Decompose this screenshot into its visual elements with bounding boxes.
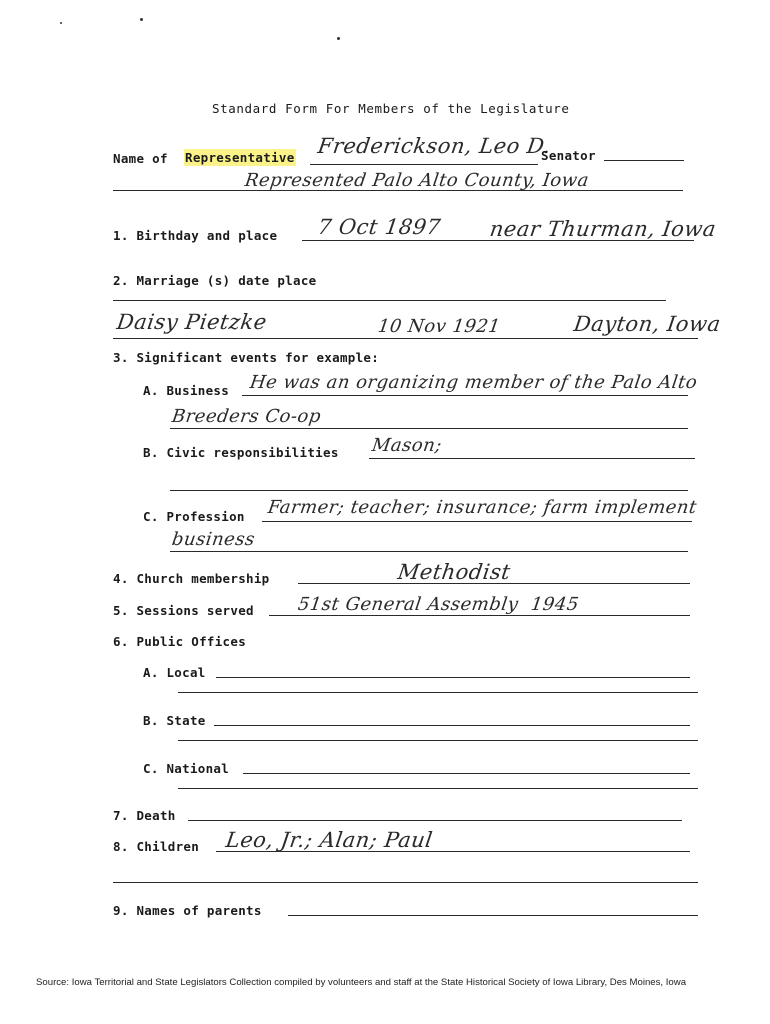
- public-offices-label: 6. Public Offices: [113, 634, 247, 649]
- state-line-1: [214, 725, 690, 726]
- profession-answer-line2: business: [170, 529, 257, 550]
- sessions-year-answer: 1945: [529, 594, 581, 615]
- national-label: C. National: [143, 761, 230, 776]
- business-label: A. Business: [143, 383, 230, 398]
- local-label: A. Local: [143, 665, 206, 680]
- death-line: [188, 820, 682, 821]
- business-line-2: [170, 428, 688, 429]
- speck: [337, 37, 340, 40]
- business-answer-line2: Breeders Co-op: [170, 406, 323, 427]
- representative-label: Representative: [185, 150, 295, 165]
- birthplace-answer: near Thurman, Iowa: [488, 217, 718, 241]
- birthday-answer: 7 Oct 1897: [316, 215, 443, 239]
- name-answer-line2: Represented Palo Alto County, Iowa: [243, 170, 591, 191]
- spouse-answer: Daisy Pietzke: [115, 310, 269, 334]
- parents-line: [288, 915, 698, 916]
- senator-line: [604, 160, 684, 161]
- senator-label: Senator: [541, 148, 596, 163]
- civic-answer: Mason;: [370, 435, 444, 456]
- sessions-label: 5. Sessions served: [113, 603, 254, 618]
- local-line-1: [216, 677, 690, 678]
- marriage-label: 2. Marriage (s) date place: [113, 273, 317, 288]
- national-line-2: [178, 788, 698, 789]
- name-of-label: Name of: [113, 151, 168, 166]
- national-line-1: [243, 773, 690, 774]
- sessions-answer: 51st General Assembly: [296, 594, 520, 615]
- children-label: 8. Children: [113, 839, 200, 854]
- birthday-label: 1. Birthday and place: [113, 228, 278, 243]
- death-label: 7. Death: [113, 808, 176, 823]
- profession-label: C. Profession: [143, 509, 245, 524]
- source-footer: Source: Iowa Territorial and State Legislators Collection compiled by volunteers and staff at the State Historical Society of Iowa Library, Des Moines, Iowa: [36, 977, 687, 988]
- profession-line-1: [262, 521, 692, 522]
- business-answer-line1: He was an organizing member of the Palo Alto: [248, 372, 699, 393]
- name-answer: Frederickson, Leo D.: [316, 134, 553, 158]
- local-line-2: [178, 692, 698, 693]
- marriage-place-answer: Dayton, Iowa: [572, 312, 723, 336]
- children-line-2: [113, 882, 698, 883]
- church-label: 4. Church membership: [113, 571, 270, 586]
- civic-label: B. Civic responsibilities: [143, 445, 339, 460]
- business-line-1: [242, 395, 688, 396]
- state-label: B. State: [143, 713, 206, 728]
- marriage-date-answer: 10 Nov 1921: [376, 316, 502, 337]
- form-title: Standard Form For Members of the Legislature: [212, 101, 570, 116]
- church-answer: Methodist: [396, 560, 513, 584]
- civic-line-1: [369, 458, 695, 459]
- sessions-line: [269, 615, 690, 616]
- name-line-2: [113, 190, 683, 191]
- speck: [60, 22, 62, 24]
- name-line: [310, 164, 538, 165]
- state-line-2: [178, 740, 698, 741]
- children-answer: Leo, Jr.; Alan; Paul: [224, 828, 435, 852]
- profession-answer-line1: Farmer; teacher; insurance; farm implement: [266, 497, 699, 518]
- marriage-line-2: [113, 338, 698, 339]
- significant-events-label: 3. Significant events for example:: [113, 350, 380, 365]
- profession-line-2: [170, 551, 688, 552]
- marriage-line-1: [113, 300, 666, 301]
- parents-label: 9. Names of parents: [113, 903, 262, 918]
- civic-line-2: [170, 490, 688, 491]
- speck: [140, 18, 143, 21]
